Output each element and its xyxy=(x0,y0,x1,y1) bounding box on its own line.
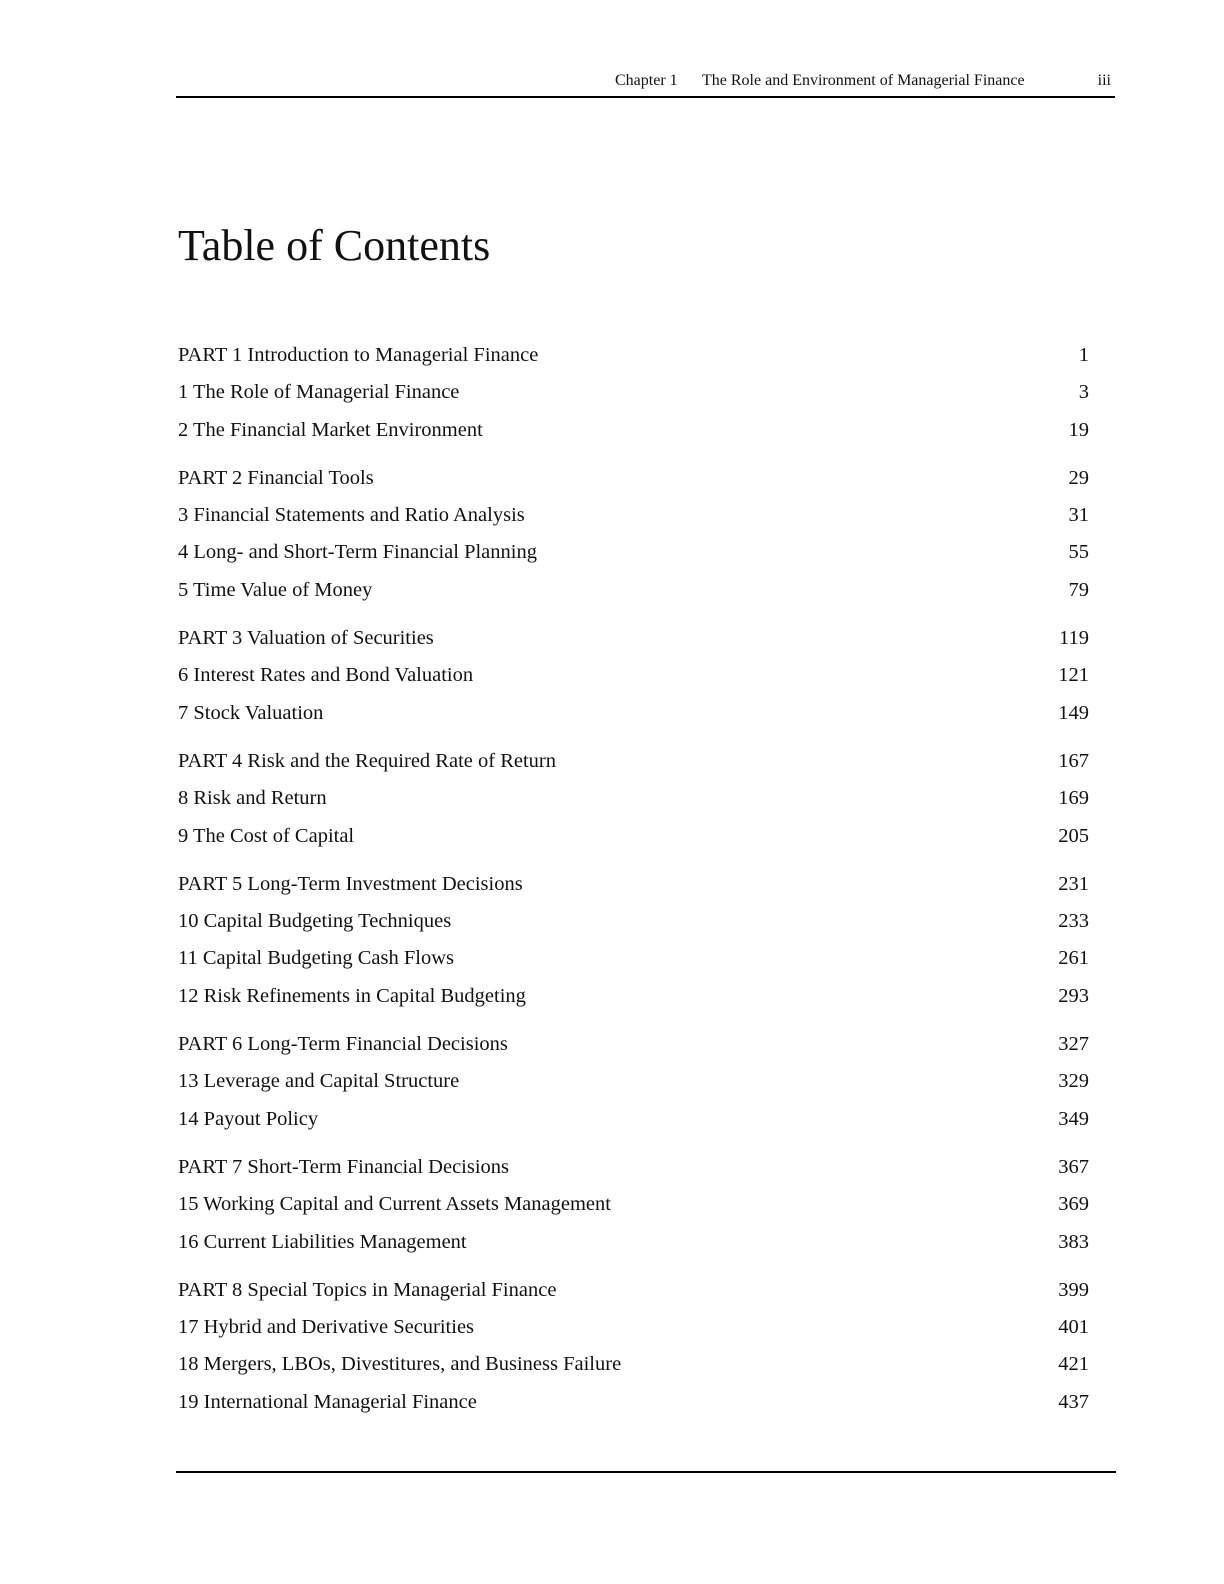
header-chapter-label: Chapter 1 xyxy=(615,72,678,89)
toc-part-heading[interactable] xyxy=(178,745,1089,782)
header-page-number: iii xyxy=(1097,72,1111,89)
toc-entry-title: 12 Risk Refinements in Capital Budgeting xyxy=(178,984,526,1007)
toc-entry-title: 4 Long- and Short-Term Financial Planning xyxy=(178,541,537,564)
toc-chapter-entry[interactable] xyxy=(178,942,1089,979)
toc-entry-page: 437 xyxy=(1058,1390,1089,1413)
toc-entry-title: 10 Capital Budgeting Techniques xyxy=(178,910,452,933)
toc-entry-title: 9 The Cost of Capital xyxy=(178,824,355,847)
toc-entry-page: 383 xyxy=(1058,1230,1089,1253)
toc-entry-page: 3 xyxy=(1078,381,1089,404)
toc-entry-title: PART 7 Short-Term Financial Decisions xyxy=(178,1155,510,1178)
toc-entry-title: 7 Stock Valuation xyxy=(178,701,324,724)
toc-chapter-entry[interactable] xyxy=(178,1386,1089,1423)
toc-part-heading[interactable] xyxy=(178,339,1089,376)
toc-entry-title: 19 International Managerial Finance xyxy=(178,1390,477,1413)
toc-chapter-entry[interactable] xyxy=(178,574,1089,611)
toc-entry-title: 13 Leverage and Capital Structure xyxy=(178,1070,460,1093)
toc-part-heading[interactable] xyxy=(178,1028,1089,1065)
toc-entry-page: 293 xyxy=(1058,984,1089,1007)
toc-entry-title: PART 3 Valuation of Securities xyxy=(178,627,434,650)
toc-chapter-entry[interactable] xyxy=(178,697,1089,734)
toc-entry-title: 11 Capital Budgeting Cash Flows xyxy=(178,947,454,970)
toc-chapter-entry[interactable] xyxy=(178,1226,1089,1263)
toc-chapter-entry[interactable] xyxy=(178,1103,1089,1140)
toc-part-5 xyxy=(178,868,1089,1017)
toc-chapter-entry[interactable] xyxy=(178,536,1089,573)
toc-entry-page: 349 xyxy=(1058,1107,1089,1130)
toc-part-2 xyxy=(178,462,1089,611)
toc-entry-page: 369 xyxy=(1058,1193,1089,1216)
toc-entry-page: 401 xyxy=(1058,1316,1089,1339)
toc-entry-title: 15 Working Capital and Current Assets Management xyxy=(178,1193,611,1216)
toc-entry-page: 19 xyxy=(1068,418,1089,441)
toc-chapter-entry[interactable] xyxy=(178,499,1089,536)
toc-chapter-entry[interactable] xyxy=(178,1348,1089,1385)
toc-part-8 xyxy=(178,1274,1089,1423)
toc-entry-page: 31 xyxy=(1068,504,1089,527)
toc-entry-page: 29 xyxy=(1068,466,1089,489)
toc-chapter-entry[interactable] xyxy=(178,659,1089,696)
page-title: Table of Contents xyxy=(178,221,491,270)
header-chapter-title: The Role and Environment of Managerial Finance xyxy=(702,72,1025,89)
toc-chapter-entry[interactable] xyxy=(178,1065,1089,1102)
toc-entry-page: 119 xyxy=(1059,627,1089,650)
table-of-contents xyxy=(178,339,1089,1434)
toc-entry-title: PART 1 Introduction to Managerial Finance xyxy=(178,344,539,366)
toc-entry-page: 367 xyxy=(1058,1155,1089,1178)
toc-entry-title: 14 Payout Policy xyxy=(178,1107,319,1130)
toc-part-heading[interactable] xyxy=(178,1274,1089,1311)
running-header xyxy=(176,70,1115,98)
toc-chapter-entry[interactable] xyxy=(178,820,1089,857)
toc-chapter-entry[interactable] xyxy=(178,376,1089,413)
toc-entry-title: 3 Financial Statements and Ratio Analysis xyxy=(178,504,525,527)
toc-entry-page: 1 xyxy=(1078,344,1089,366)
toc-entry-title: PART 2 Financial Tools xyxy=(178,466,374,489)
toc-entry-page: 79 xyxy=(1068,578,1089,601)
toc-entry-page: 327 xyxy=(1058,1033,1089,1056)
toc-chapter-entry[interactable] xyxy=(178,980,1089,1017)
toc-chapter-entry[interactable] xyxy=(178,905,1089,942)
toc-entry-title: 2 The Financial Market Environment xyxy=(178,418,483,441)
toc-entry-title: PART 8 Special Topics in Managerial Finance xyxy=(178,1278,557,1301)
toc-chapter-entry[interactable] xyxy=(178,1188,1089,1225)
toc-part-3 xyxy=(178,622,1089,734)
toc-entry-page: 121 xyxy=(1058,664,1089,687)
toc-entry-page: 205 xyxy=(1058,824,1089,847)
toc-entry-page: 167 xyxy=(1058,749,1089,772)
toc-entry-title: 18 Mergers, LBOs, Divestitures, and Business Failure xyxy=(178,1353,622,1376)
toc-part-heading[interactable] xyxy=(178,1151,1089,1188)
toc-part-7 xyxy=(178,1151,1089,1263)
toc-entry-page: 169 xyxy=(1058,787,1089,810)
toc-entry-title: 17 Hybrid and Derivative Securities xyxy=(178,1316,475,1339)
toc-chapter-entry[interactable] xyxy=(178,1311,1089,1348)
toc-entry-page: 149 xyxy=(1058,701,1089,724)
toc-entry-title: 1 The Role of Managerial Finance xyxy=(178,381,460,404)
toc-part-4 xyxy=(178,745,1089,857)
toc-entry-page: 399 xyxy=(1058,1278,1089,1301)
toc-entry-title: 16 Current Liabilities Management xyxy=(178,1230,467,1253)
toc-entry-title: 5 Time Value of Money xyxy=(178,578,373,601)
toc-entry-title: PART 6 Long-Term Financial Decisions xyxy=(178,1033,508,1056)
toc-entry-title: 6 Interest Rates and Bond Valuation xyxy=(178,664,474,687)
footer-rule xyxy=(176,1471,1116,1473)
toc-part-heading[interactable] xyxy=(178,622,1089,659)
toc-entry-page: 329 xyxy=(1058,1070,1089,1093)
toc-part-heading[interactable] xyxy=(178,868,1089,905)
toc-entry-page: 233 xyxy=(1058,910,1089,933)
toc-entry-page: 55 xyxy=(1068,541,1089,564)
toc-part-heading[interactable] xyxy=(178,462,1089,499)
toc-chapter-entry[interactable] xyxy=(178,782,1089,819)
toc-entry-title: PART 4 Risk and the Required Rate of Return xyxy=(178,749,556,772)
toc-entry-page: 421 xyxy=(1058,1353,1089,1376)
toc-entry-title: PART 5 Long-Term Investment Decisions xyxy=(178,872,523,895)
toc-chapter-entry[interactable] xyxy=(178,414,1089,451)
toc-part-1 xyxy=(178,339,1089,451)
toc-entry-title: 8 Risk and Return xyxy=(178,787,327,810)
toc-entry-page: 261 xyxy=(1058,947,1089,970)
toc-entry-page: 231 xyxy=(1058,872,1089,895)
toc-part-6 xyxy=(178,1028,1089,1140)
